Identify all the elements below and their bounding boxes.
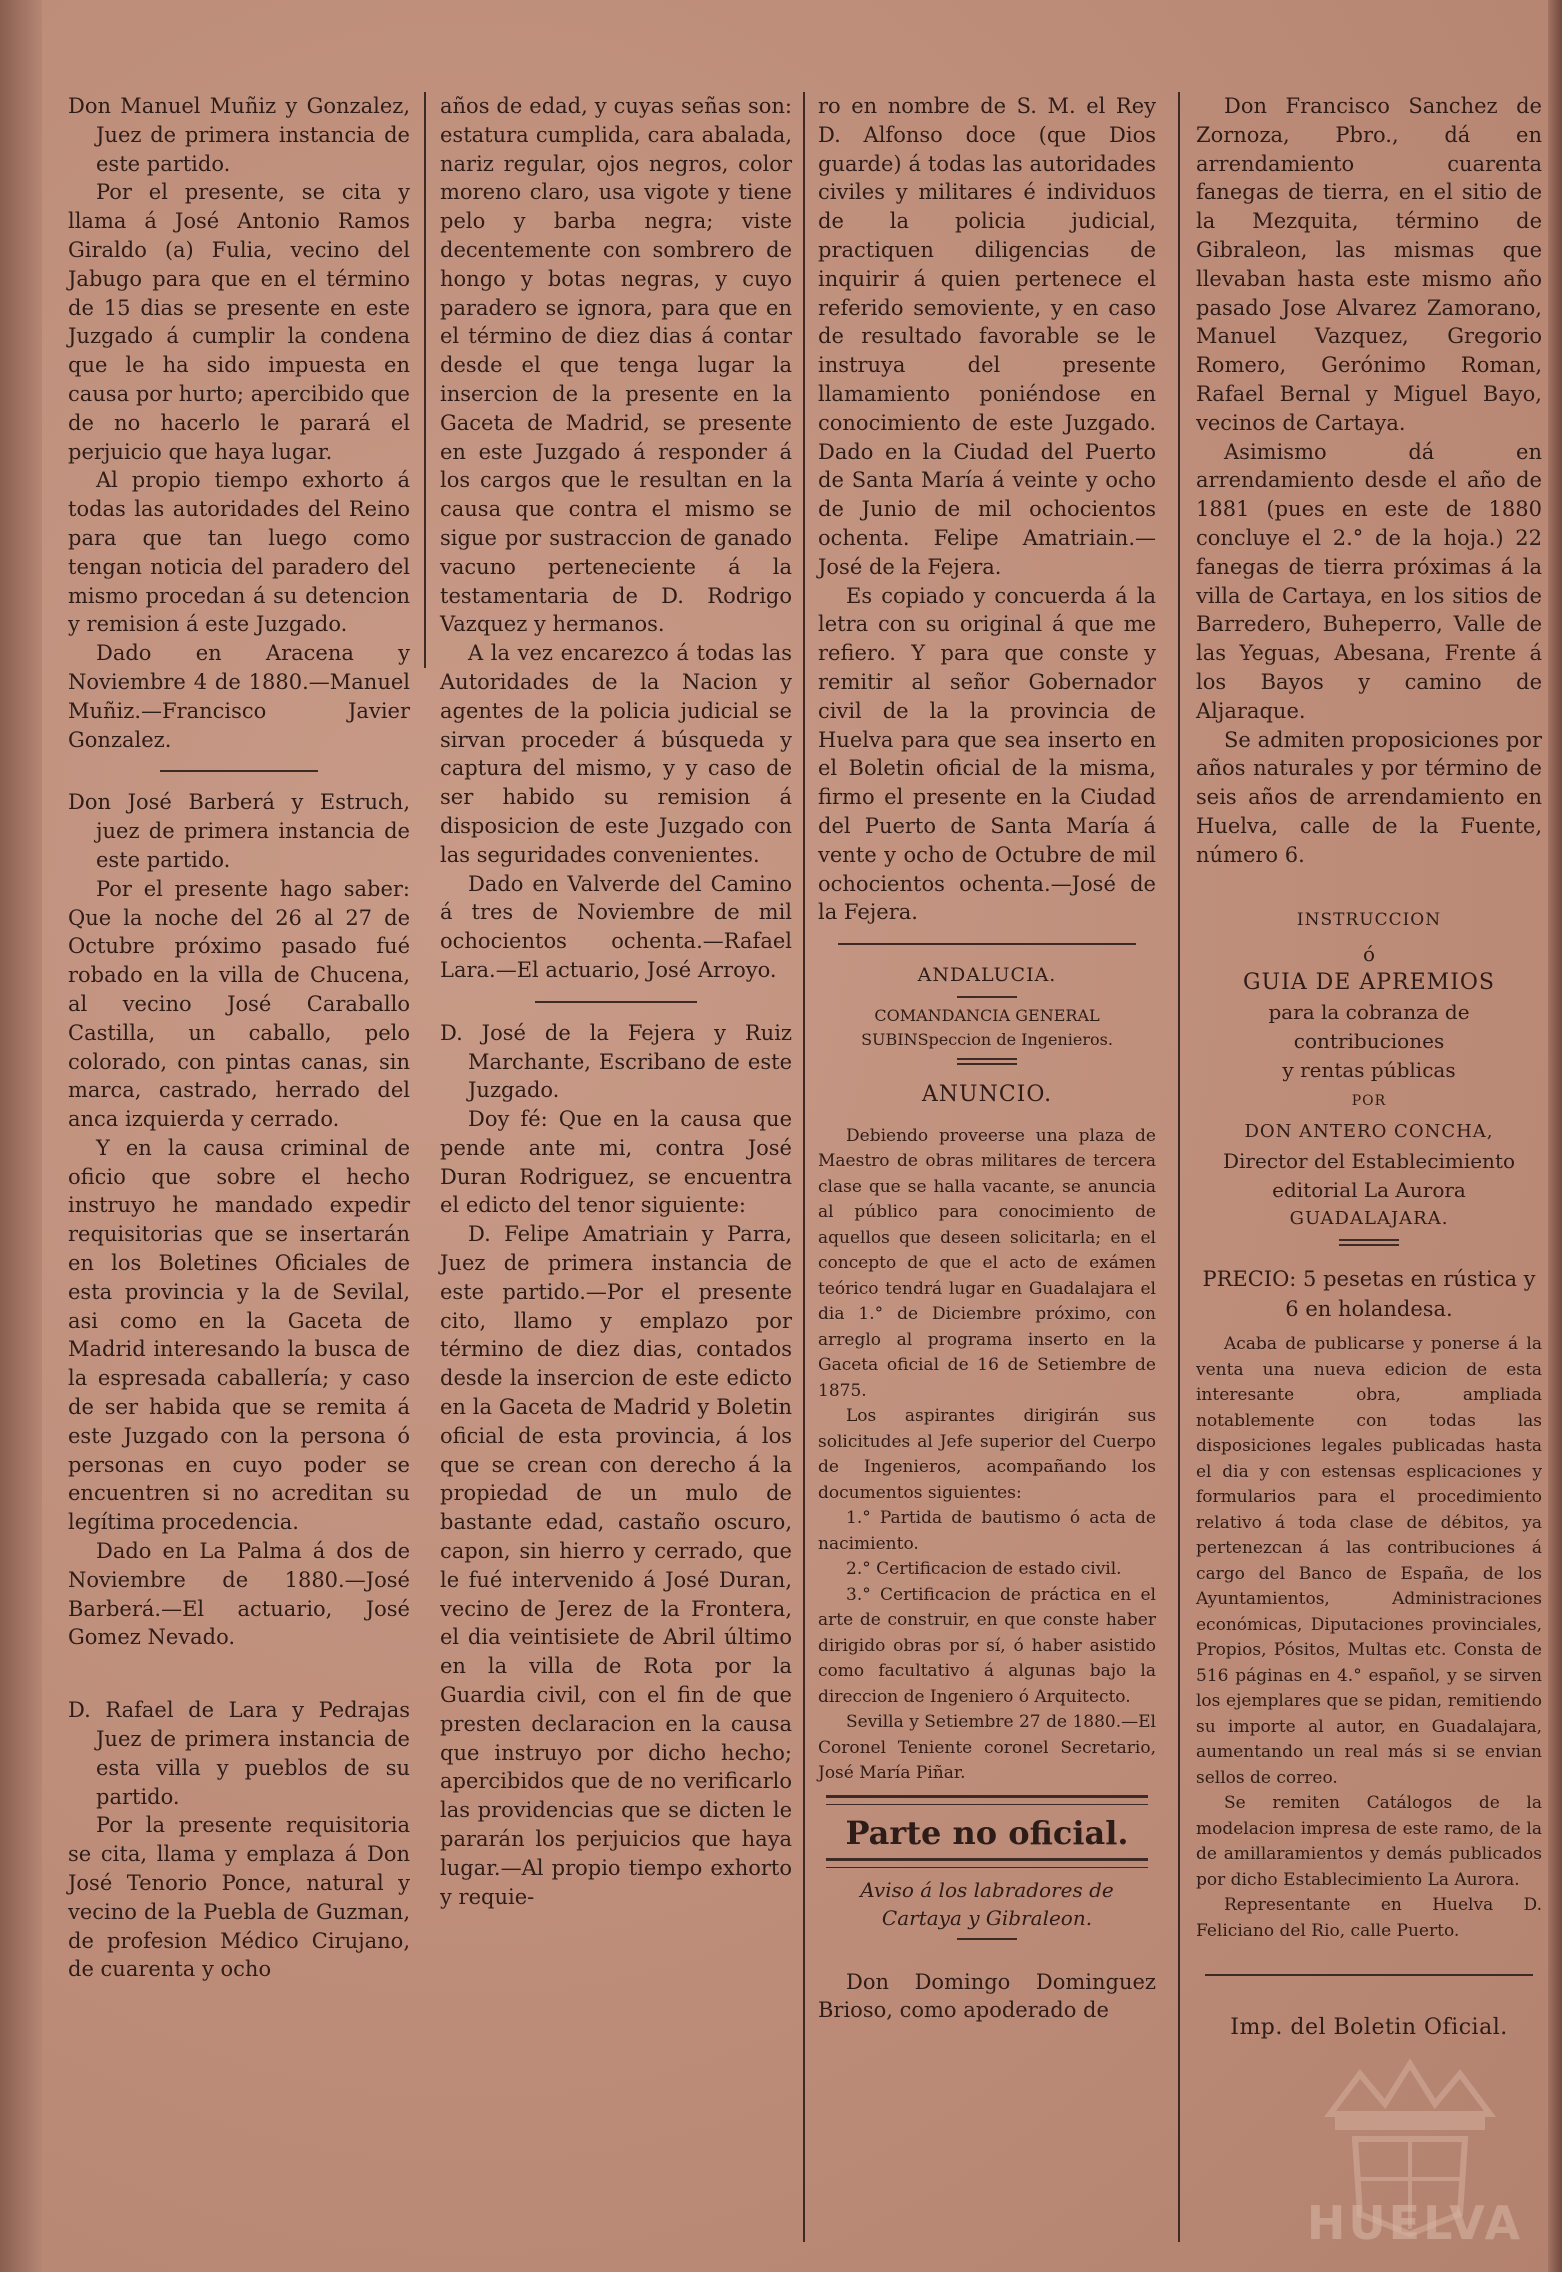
- anuncio-list-item: 2.° Certificacion de estado civil.: [846, 1559, 1122, 1580]
- edict-paragraph: Por la presente requisitoria se cita, llama y emplaza á Don José Tenorio Ponce, natural y vecino de la Puebla de Guzman, de profesion Médico Cirujano, de cuarenta y ocho: [68, 1813, 410, 1982]
- edict-signature: Dado en Valverde del Camino á tres de Noviembre de mil ochocientos ochenta.—Rafael Lara.—El actuario, José Arroyo.: [440, 871, 792, 982]
- double-rule: [826, 1795, 1148, 1805]
- instruccion-o: ó: [1362, 942, 1376, 967]
- edict-paragraph: ro en nombre de S. M. el Rey D. Alfonso doce (que Dios guarde) á todas las autoridades civiles y militares é individuos de la policia judicial, practiquen diligencias de inquirir á quien pertenece el referido semoviente, y en caso de resultado favorable se le instruya del presente llamamiento poniéndose en conocimiento de este Juzgado. Dado en la Ciudad del Puerto de Santa María á veinte y ocho de Junio de mil ochocientos ochenta. Felipe Amatriain.—José de la Fejera.: [818, 94, 1156, 579]
- parte-no-oficial-title: Parte no oficial.: [845, 1813, 1129, 1852]
- guia-paragraph: Se remiten Catálogos de la modelacion impresa de este ramo, de la de amillaramientos y demás publicados por dicho Establecimiento La Aurora.: [1196, 1793, 1542, 1890]
- anuncio-paragraph: Los aspirantes dirigirán sus solicitudes al Jefe superior del Cuerpo de Ingenieros, acompañando los documentos siguientes:: [818, 1406, 1156, 1503]
- section-separator: [535, 1001, 697, 1003]
- arrendamiento-paragraph: Asimismo dá en arrendamiento desde el año de 1881 (pues en este de 1880 concluye el 2.° de la hoja.) 22 fanegas de tierra próximas á la villa de Cartaya, en los sitios de Barredero, Buheperro, Valle de las Yeguas, Abesana, Frente á los Bayos y camino de Aljaraque.: [1196, 439, 1542, 723]
- edict-heading: D. Rafael de Lara y Pedrajas Juez de primera instancia de esta villa y pueblos de su partido.: [68, 1698, 410, 1809]
- arrendamiento-paragraph: Se admiten proposiciones por años naturales y por término de seis años de arrendamiento en Huelva, calle de la Fuente, número 6.: [1196, 727, 1542, 867]
- aviso-title: Aviso á los labradores de Cartaya y Gibraleon.: [860, 1877, 1114, 1930]
- guia-subtitle: y rentas públicas: [1282, 1057, 1456, 1082]
- guia-subtitle: para la cobranza de contribuciones: [1268, 999, 1470, 1053]
- double-rule: [957, 1058, 1017, 1065]
- instruccion-title: INSTRUCCION: [1296, 909, 1442, 930]
- column-2: [440, 92, 792, 1911]
- double-rule: [826, 1858, 1148, 1868]
- author-name: DON ANTERO CONCHA,: [1244, 1120, 1494, 1142]
- arrendamiento-paragraph: Don Francisco Sanchez de Zornoza, Pbro., dá en arrendamiento cuarenta fanegas de tierra, en el sitio de la Mezquita, término de Gibraleon, las mismas que llevaban hasta este mismo año pasado Jose Alvarez Zamorano, Manuel Vazquez, Gregorio Romero, Gerónimo Roman, Rafael Bernal y Miguel Bayo, vecinos de Cartaya.: [1196, 94, 1542, 435]
- andalucia-title: ANDALUCIA.: [917, 964, 1057, 987]
- imprenta-footer: Imp. del Boletin Oficial.: [1230, 2015, 1508, 2041]
- column-4: [1196, 92, 1542, 2043]
- section-separator: [1205, 1974, 1534, 1976]
- guia-paragraph: Representante en Huelva D. Feliciano del Rio, calle Puerto.: [1196, 1895, 1542, 1941]
- anuncio-title: ANUNCIO.: [921, 1081, 1053, 1107]
- page-edge-right: [1548, 0, 1562, 2272]
- edict-signature: Dado en Aracena y Noviembre 4 de 1880.—Manuel Muñiz.—Francisco Javier Gonzalez.: [68, 641, 410, 752]
- column-rule-1: [424, 92, 426, 668]
- edict-paragraph: Y en la causa criminal de oficio que sobre el hecho instruyo he mandado expedir requisitorias que se insertarán en los Boletines Oficiales de esta provincia y la de Sevilal, asi como en la Gaceta de Madrid interesando la busca de la espresada caballería; y caso de ser habida que se remita á este Juzgado con la persona ó personas en cuyo poder se encuentren si no acreditan su legítima procedencia.: [68, 1135, 410, 1535]
- anuncio-list-item: 3.° Certificacion de práctica en el arte de construir, en que conste haber dirigido obras por sí, ó haber asistido como facultativo á algunas bajo la direccion de Ingeniero ó Arquitecto.: [818, 1584, 1156, 1707]
- author-city: GUADALAJARA.: [1289, 1207, 1449, 1229]
- page-edge-left: [0, 0, 42, 2272]
- short-rule: [957, 1938, 1017, 1940]
- precio-line: PRECIO: 5 pesetas en rústica y 6 en holandesa.: [1202, 1267, 1536, 1322]
- section-separator: [160, 770, 317, 772]
- comandancia-heading: COMANDANCIA GENERAL SUBINSpeccion de Ingenieros.: [861, 1005, 1113, 1049]
- edict-paragraph: Doy fé: Que en la causa que pende ante mi, contra José Duran Rodriguez, se encuentra el edicto del tenor siguiente:: [440, 1107, 792, 1218]
- edict-heading: Don José Barberá y Estruch, juez de primera instancia de este partido.: [68, 790, 410, 872]
- edict-heading: Don Manuel Muñiz y Gonzalez, Juez de primera instancia de este partido.: [68, 94, 410, 176]
- section-separator: [838, 943, 1135, 945]
- author-role: Director del Establecimiento editorial La Aurora: [1222, 1148, 1516, 1202]
- column-1: [68, 92, 410, 1984]
- column-rule-3: [1178, 92, 1180, 2242]
- aviso-paragraph: Don Domingo Dominguez Brioso, como apoderado de: [818, 1969, 1156, 2023]
- edict-paragraph: Por el presente, se cita y llama á José Antonio Ramos Giraldo (a) Fulia, vecino del Jabugo para que en el término de 15 dias se presente en este Juzgado á cumplir la condena que le ha sido impuesta en causa por hurto; apercibido que de no hacerlo le parará el perjuicio que haya lugar.: [68, 180, 410, 464]
- anuncio-signature: Sevilla y Setiembre 27 de 1880.—El Coronel Teniente coronel Secretario, José María Piñar.: [818, 1712, 1156, 1784]
- edict-paragraph: años de edad, y cuyas señas son: estatura cumplida, cara abalada, nariz regular, ojos negros, color moreno claro, usa vigote y tiene pelo y barba negra; viste decentemente con sombrero de hongo y botas negras, y cuyo paradero se ignora, para que en el término de diez dias á contar desde el que tenga lugar la insercion de la presente en la Gaceta de Madrid, se presente en este Juzgado á responder á los cargos que le resultan en la causa que contra el mismo se sigue por sustraccion de ganado vacuno perteneciente á la testamentaria de D. Rodrigo Vazquez y hermanos.: [440, 94, 792, 637]
- guia-paragraph: Acaba de publicarse y ponerse á la venta una nueva edicion de esta interesante obra, ampliada notablemente con todas las disposiciones legales publicadas hasta el dia y con estensas esplicaciones y formularios para el procedimiento relativo á toda clase de débitos, ya pertenezcan á las contribuciones á cargo del Banco de España, de los Ayuntamientos, Administraciones económicas, Diputaciones provinciales, Propios, Pósitos, Multas etc. Consta de 516 páginas en 4.° español, y se sirven los ejemplares que se pidan, remitiendo su importe al autor, en Guadalajara, aumentando un real más si se envian sellos de correo.: [1196, 1334, 1542, 1788]
- edict-heading: D. José de la Fejera y Ruiz Marchante, Escribano de este Juzgado.: [440, 1020, 792, 1103]
- column-rule-2: [803, 92, 805, 2242]
- column-3: [818, 92, 1156, 2025]
- anuncio-paragraph: Debiendo proveerse una plaza de Maestro de obras militares de tercera clase que se halla vacante, se anuncia al público para conocimiento de aquellos que deseen solicitarla; en el concepto de que el acto de exámen teórico tendrá lugar en Guadalajara el dia 1.° de Diciembre próximo, con arreglo al programa inserto en la Gaceta oficial de 16 de Setiembre de 1875.: [818, 1125, 1156, 1401]
- watermark-text: HUELVA: [1306, 2196, 1524, 2250]
- anuncio-list-item: 1.° Partida de bautismo ó acta de nacimiento.: [818, 1508, 1156, 1554]
- guia-title: GUIA DE APREMIOS: [1242, 970, 1496, 996]
- edict-paragraph: Al propio tiempo exhorto á todas las autoridades del Reino para que tan luego como tengan noticia del paradero del mismo procedan á su detencion y remision á este Juzgado.: [68, 468, 410, 637]
- edict-paragraph: A la vez encarezco á todas las Autoridades de la Nacion y agentes de la policia judicial se sirvan proceder á búsqueda y captura del mismo, y y caso de ser habido su remision á disposicion de este Juzgado con las seguridades convenientes.: [440, 641, 792, 867]
- edict-paragraph: Es copiado y concuerda á la letra con su original á que me refiero. Y para que conste y remitir al señor Gobernador civil de la la provincia de Huelva para que sea inserto en el Boletin oficial de la misma, firmo el presente en la Ciudad del Puerto de Santa María á vente y ocho de Octubre de mil ochocientos ochenta.—José de la Fejera.: [818, 583, 1156, 925]
- double-rule: [1339, 1239, 1399, 1246]
- edict-paragraph: D. Felipe Amatriain y Parra, Juez de primera instancia de este partido.—Por el presente cito, llamo y emplazo por término de diez dias, contados desde la insercion de este edicto en la Gaceta de Madrid y Boletin oficial de esta provincia, á los que se crean con derecho á la propiedad de un mulo de bastante edad, castaño oscuro, capon, sin hierro y cerrado, que le fué intervenido á José Duran, vecino de Jerez de la Frontera, el dia veintisiete de Abril último en la villa de Rota por la Guardia civil, con el fin de que presten declaracion en la causa que instruyo por dicho hecho; apercibidos que de no verificarlo las providencias que se dicten le pararán los perjuicios que haya lugar.—Al propio tiempo exhorto y requie-: [440, 1222, 792, 1909]
- short-rule: [957, 996, 1017, 998]
- edict-paragraph: Por el presente hago saber: Que la noche del 26 al 27 de Octubre próximo pasado fué robado en la villa de Chucena, al vecino José Caraballo Castilla, un caballo, pelo colorado, con pintas canas, sin marca, castrado, herrado del anca izquierda y cerrado.: [68, 876, 410, 1132]
- por-label: POR: [1351, 1092, 1387, 1109]
- edict-signature: Dado en La Palma á dos de Noviembre de 1880.—José Barberá.—El actuario, José Gomez Nevado.: [68, 1539, 410, 1650]
